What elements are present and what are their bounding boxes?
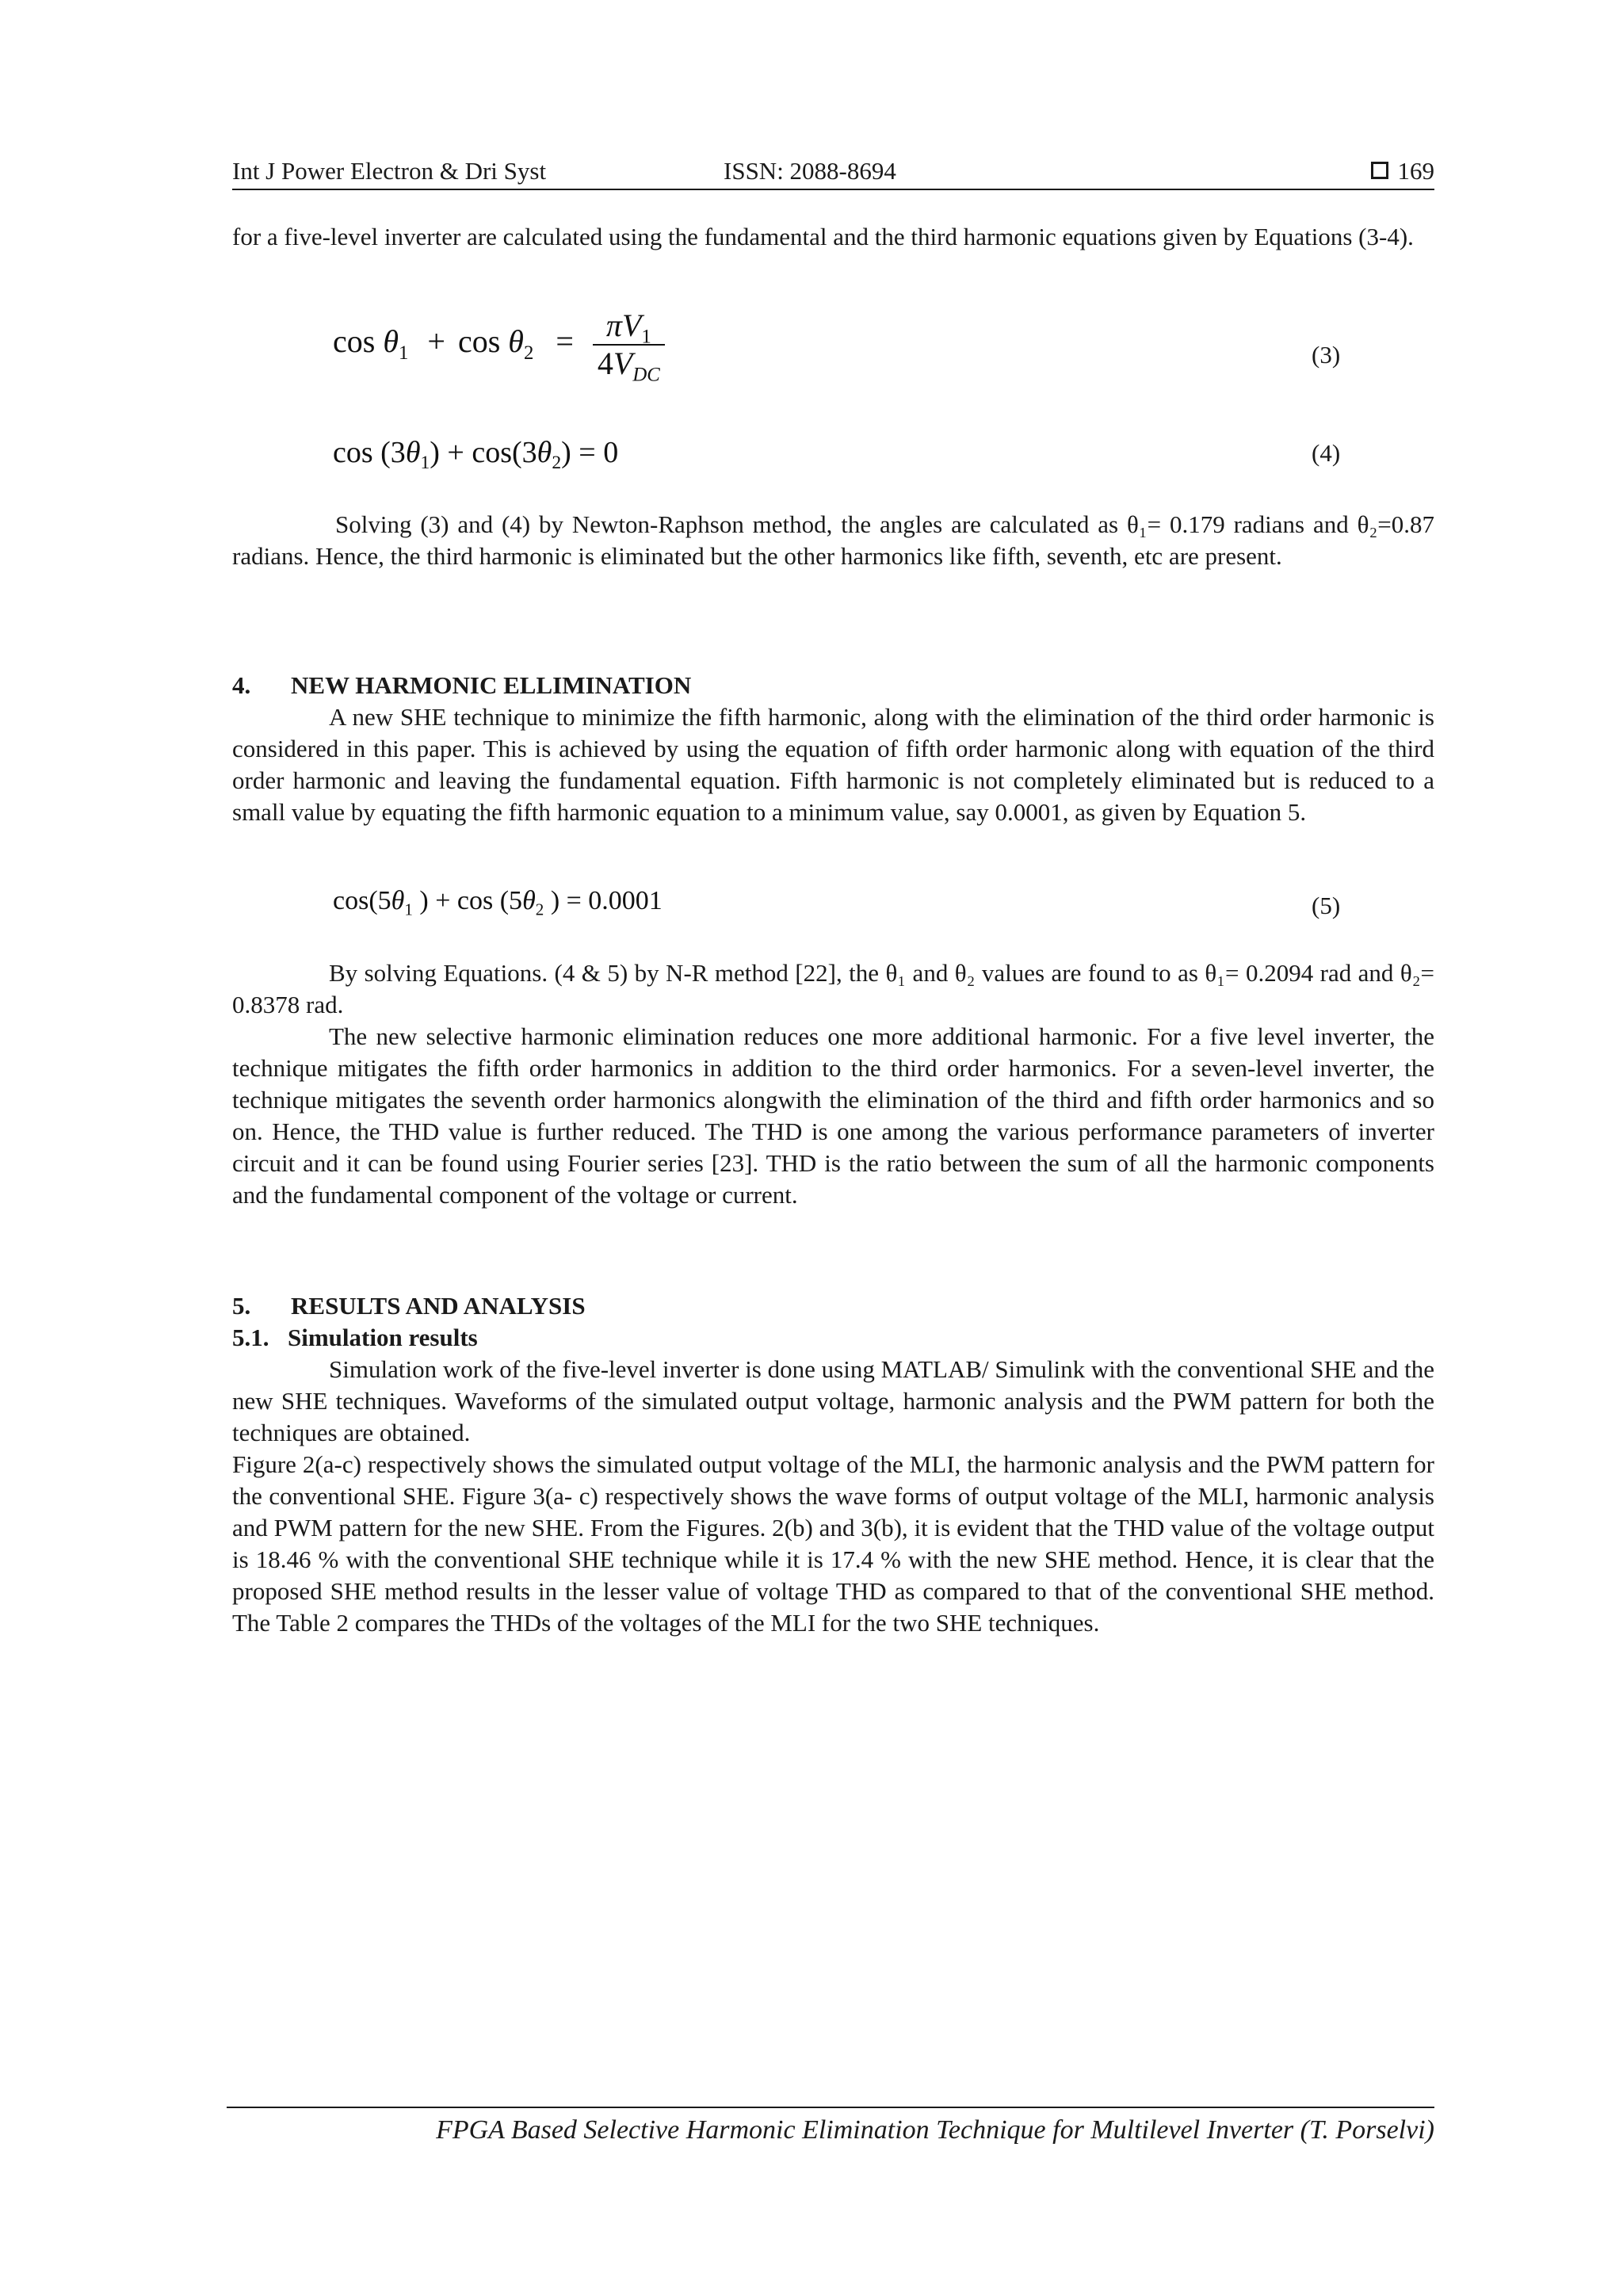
- eq5-sub-1: 1: [404, 900, 413, 919]
- footer-rule: [227, 2107, 1434, 2108]
- section-5-1-title: Simulation results: [288, 1324, 478, 1351]
- section-5-title: RESULTS AND ANALYSIS: [291, 1292, 586, 1320]
- eq3-sub-2: 2: [523, 342, 534, 364]
- eq3-equals: =: [556, 323, 574, 360]
- eq3-plus: +: [427, 323, 445, 360]
- eq3-den-v: V: [613, 346, 633, 381]
- paragraph-simulation: Simulation work of the five-level inverter is done using MATLAB/ Simulink with the conventional SHE and the new SHE techniques. Waveforms of the simulated output voltage, harmonic analysis and the PWM pattern for both the techniques are obtained.: [232, 1355, 1434, 1446]
- eq4-sub-1: 1: [420, 453, 430, 474]
- equation-4: [333, 435, 619, 474]
- eq3-numerator: [593, 308, 665, 346]
- section-4-heading: [232, 670, 691, 701]
- eq4-mid: ) + cos(3: [430, 436, 537, 469]
- eq3-cos-b: cos: [457, 323, 501, 360]
- eq5-theta-b: θ: [522, 886, 536, 915]
- eq3-fraction: [593, 308, 665, 386]
- eq4-left: cos (3: [333, 436, 406, 469]
- issn-number: ISSN: 2088-8694: [724, 157, 896, 185]
- eq4-right: ) = 0: [561, 436, 619, 469]
- section-4-number: 4.: [232, 671, 251, 699]
- journal-name: Int J Power Electron & Dri Syst: [232, 157, 547, 185]
- equation-5-label: (5): [1312, 892, 1341, 919]
- section-5-heading: [232, 1290, 586, 1322]
- eq5-left: cos(5: [333, 886, 391, 915]
- eq5-theta-a: θ: [391, 886, 405, 915]
- paragraph-intro: for a five-level inverter are calculated using the fundamental and the third harmonic equations given by Equations (3-4).: [232, 223, 1414, 250]
- paragraph-figures: Figure 2(a-c) respectively shows the simulated output voltage of the MLI, the harmonic analysis and the PWM pattern for the conventional SHE. Figure 3(a- c) respectively shows the wave forms of output voltage of the MLI, harmonic analysis and PWM pattern for the new SHE. From the Figures. 2(b) and 3(b), it is evident that the THD value of the voltage output is 18.46 % with the conventional SHE technique while it is 17.4 % with the new SHE method. Hence, it is clear that the proposed SHE method results in the lesser value of voltage THD as compared to that of the conventional SHE method. The Table 2 compares the THDs of the voltages of the MLI for the two SHE techniques.: [232, 1450, 1434, 1637]
- eq3-theta-b: θ: [508, 323, 524, 360]
- eq4-sub-2: 2: [552, 453, 562, 474]
- page-number: 169: [1397, 157, 1434, 185]
- equation-4-label: (4): [1312, 439, 1341, 467]
- section-5-number: 5.: [232, 1292, 251, 1320]
- eq5-mid: ) + cos (5: [412, 886, 523, 915]
- eq3-pi: π: [605, 308, 622, 343]
- checkbox-square-icon: [1371, 162, 1388, 179]
- eq5-sub-2: 2: [535, 900, 544, 919]
- eq3-num-sub: 1: [641, 326, 651, 348]
- running-footer: FPGA Based Selective Harmonic Elimination Technique for Multilevel Inverter (T. Porselvi): [436, 2115, 1434, 2145]
- section-4-title: NEW HARMONIC ELLIMINATION: [291, 671, 692, 699]
- paragraph-solving: Solving (3) and (4) by Newton-Raphson method, the angles are calculated as θ₁= 0.179 radians and θ₂=0.87 radians. Hence, the third harmonic is eliminated but the other harmonics like fifth, seventh, etc are present.: [232, 510, 1434, 570]
- running-header: [232, 155, 1434, 187]
- eq4-theta-b: θ: [537, 436, 552, 469]
- paragraph-new-she: A new SHE technique to minimize the fifth harmonic, along with the elimination of the third order harmonic is considered in this paper. This is achieved by using the equation of fifth order harmonic along with equation of the third order harmonic and leaving the fundamental equation. Fifth harmonic is not completely eliminated but is reduced to a small value by equating the fifth harmonic equation to a minimum value, say 0.0001, as given by Equation 5.: [232, 703, 1434, 826]
- equation-3: [333, 308, 665, 386]
- eq5-right: ) = 0.0001: [544, 886, 663, 915]
- eq3-cos-a: cos: [333, 323, 376, 360]
- header-rule: [232, 189, 1434, 190]
- eq3-denominator: [593, 346, 665, 386]
- eq3-theta-a: θ: [383, 323, 399, 360]
- paragraph-she-reduction: The new selective harmonic elimination reduces one more additional harmonic. For a five level inverter, the technique mitigates the fifth order harmonics in addition to the third order harmonics. For a seven-level inverter, the technique mitigates the seventh order harmonics alongwith the elimination of the third and fifth order harmonics and so on. Hence, the THD value is further reduced. The THD is one among the various performance parameters of inverter circuit and it can be found using Fourier series [23]. THD is the ratio between the sum of all the harmonic components and the fundamental component of the voltage or current.: [232, 1022, 1434, 1209]
- eq3-den-4: 4: [597, 346, 613, 381]
- equation-3-label: (3): [1312, 341, 1341, 369]
- eq3-den-sub: DC: [632, 364, 660, 386]
- eq3-num-v: V: [621, 308, 642, 343]
- section-5-1-heading: [232, 1322, 478, 1354]
- equation-5: [333, 886, 663, 919]
- paragraph-nr-method: By solving Equations. (4 & 5) by N-R method [22], the θ₁ and θ₂ values are found to as θ₁= 0.2094 rad and θ₂= 0.8378 rad.: [232, 959, 1434, 1018]
- section-5-1-number: 5.1.: [232, 1324, 269, 1351]
- eq4-theta-a: θ: [405, 436, 421, 469]
- eq3-sub-1: 1: [398, 342, 409, 364]
